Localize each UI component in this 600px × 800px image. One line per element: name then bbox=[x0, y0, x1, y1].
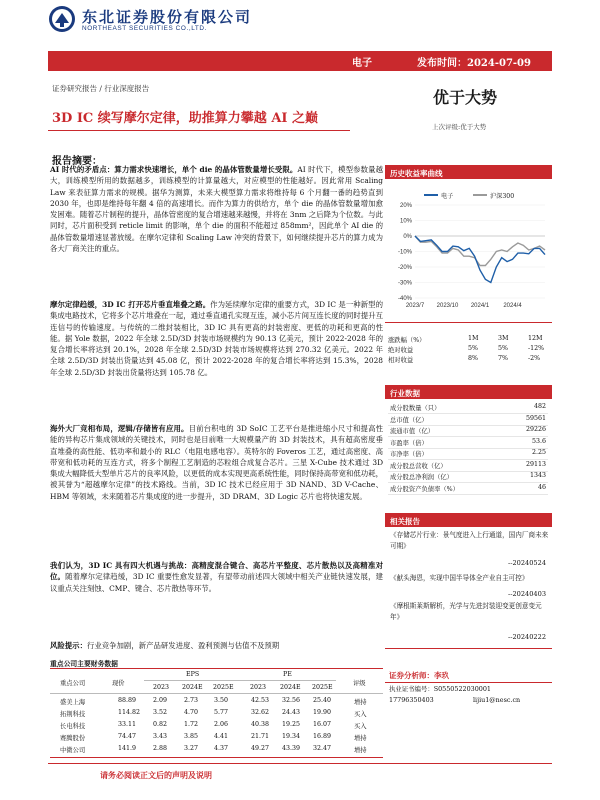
table-cell: 买入 bbox=[354, 711, 367, 718]
table-cell: 3.85 bbox=[184, 733, 199, 740]
related-report-1-date: --20240524 bbox=[508, 559, 547, 567]
related-report-3[interactable]: 《摩根斯莱斯解析，光学与先进封装迎变更创意变元年》 bbox=[390, 602, 542, 621]
table-cell: 16.07 bbox=[313, 721, 332, 728]
y-tick-label: 0% bbox=[403, 234, 412, 240]
analyst-rule bbox=[385, 682, 552, 683]
table-cell: 49.27 bbox=[251, 745, 270, 752]
table-cell: 19.34 bbox=[282, 733, 301, 740]
col-price: 现价 bbox=[112, 680, 125, 687]
table-cell: 2.73 bbox=[184, 697, 199, 704]
related-panel-title: 相关报告 bbox=[390, 517, 420, 526]
table-cell: 增持 bbox=[354, 735, 367, 742]
industry-metric-value: 482 bbox=[533, 403, 546, 410]
earnings-table-bottom-rule bbox=[50, 757, 383, 758]
earnings-table-caption: 重点公司主要财务数据 bbox=[50, 660, 118, 668]
group-eps: EPS bbox=[186, 671, 200, 678]
related-report-2[interactable]: 《献头海恩，实现中国半导体全产业自主可控》 bbox=[390, 574, 529, 582]
series-line-electronics bbox=[415, 236, 545, 283]
paragraph-2-body: 作为延续摩尔定律的重要方式，3D IC 是一种新型的集成电路技术，它将多个芯片堆叠在一起，通过垂直通孔实现互连，减小芯片间互连长度的同时提升互连信号的传输速度。与传统的二维封装相比，3D IC 具有更高的封装密度、更低的功耗和更高的性能。据 Yole 数据，2022 年全球 2.5D/3D 封装市场规模约为 90.13 亿美元，预计 2022-2028 年的复合增长率将达到 20.1%，2028 年全球 2.5D/3D 封装市场规模将达到 270.32 亿美元。2022 年全球 2.5D/3D 封装出货量达到 45.08 亿，预计 2022-2028 年的复合增长率将达到 15.3%，2028 年全球 2.5D/3D 封装出货量将达到 105.78 亿。 bbox=[50, 300, 383, 377]
industry-metric-label: 市净率（倍） bbox=[390, 451, 428, 458]
company-name-cell: 盛美上海 bbox=[60, 699, 86, 706]
industry-metric-label: 成分股资产负债率（%） bbox=[390, 485, 459, 493]
col-company: 重点公司 bbox=[60, 680, 86, 687]
footer-disclaimer: 请务必阅读正文后的声明及说明 bbox=[100, 770, 212, 780]
analyst-heading: 证券分析师：李玖 bbox=[389, 671, 449, 680]
northeast-securities-logo-icon bbox=[48, 5, 76, 33]
perf-header-cell: 3M bbox=[498, 335, 509, 342]
perf-cell: 5% bbox=[468, 345, 478, 352]
table-cell: 5.77 bbox=[214, 709, 229, 716]
related-bottom-rule bbox=[385, 648, 552, 649]
table-cell: 25.40 bbox=[313, 697, 332, 704]
industry-metric-value: 29113 bbox=[525, 460, 546, 468]
paragraph-3-body: 目前台积电的 3D SoIC 工艺平台是推进缩小尺寸和提高性能的异构芯片集成领域的关键技术，同时也是目前唯一大规模量产的 3D 封装技术，具有超高密度垂直堆叠的高性能、低功率和最小的 RLC（电阻电感电容）。英特尔的 Foveros 工艺，通过高密度、高带宽和低功耗的互连方式，将多个制程工艺制造的芯粒组合成复合芯片。三星 X-Cube 技术通过 3D 集成大幅降低大型单片芯片的良率风险，以更低的成本实现更高系统性能，同时保持高带宽和低功耗，被其誉为“超越摩尔定律”的技术路线。当前，3D IC 技术已经应用于 3D NAND、3D V-Cache、HBM 等领域，未来随着芯片集成度的进一步提升，3D DRAM、3D Logic 芯片也将快速发展。 bbox=[50, 424, 384, 501]
table-cell: 114.82 bbox=[118, 709, 141, 716]
summary-paragraph-4 bbox=[50, 560, 383, 594]
perf-header-cell: 12M bbox=[528, 335, 543, 342]
table-cell: 42.53 bbox=[251, 697, 270, 704]
y-tick-label: -10% bbox=[397, 249, 412, 256]
perf-cell: -2% bbox=[528, 355, 541, 362]
table-cell: 1.72 bbox=[184, 721, 199, 728]
legend-label-csi300: 沪深300 bbox=[490, 193, 515, 200]
company-name-cell: 中微公司 bbox=[60, 747, 86, 754]
publish-date: 发布时间：2024-07-09 bbox=[417, 58, 531, 69]
table-cell: 16.89 bbox=[313, 733, 332, 740]
industry-metric-value: 46 bbox=[537, 483, 546, 491]
sector-label: 电子 bbox=[352, 58, 372, 69]
group-divider bbox=[144, 680, 336, 681]
x-tick-label: 2023/7 bbox=[405, 303, 425, 309]
risk-label: 风险提示： bbox=[50, 641, 87, 650]
x-tick-label: 2024/1 bbox=[470, 303, 490, 309]
table-cell: 32.47 bbox=[313, 745, 332, 752]
rating: 优于大势 bbox=[433, 88, 498, 107]
table-cell: 2.06 bbox=[214, 721, 229, 728]
perf-cell: 相对收益 bbox=[388, 357, 414, 364]
year-header: 2025E bbox=[312, 684, 333, 691]
y-tick-label: 20% bbox=[399, 203, 412, 209]
last-rating: 上次评级:优于大势 bbox=[432, 123, 487, 131]
company-name-en: NORTHEAST SECURITIES CO.,LTD. bbox=[82, 25, 207, 32]
table-cell: 24.43 bbox=[282, 709, 301, 716]
breadcrumb: 证券研究报告 / 行业深度报告 bbox=[52, 84, 150, 93]
year-header: 2023 bbox=[250, 684, 267, 691]
related-report-3-date: --20240222 bbox=[508, 633, 547, 641]
table-cell: 3.52 bbox=[153, 709, 168, 716]
risk-note bbox=[50, 641, 383, 651]
table-cell: 增持 bbox=[354, 699, 367, 706]
related-report-2-date: --20240403 bbox=[508, 590, 547, 598]
report-title: 3D IC 续写摩尔定律，助推算力攀越 AI 之巅 bbox=[52, 111, 319, 126]
company-name-cn: 东北证券股份有限公司 bbox=[82, 8, 253, 26]
table-cell: 141.9 bbox=[118, 745, 137, 752]
table-cell: 19.90 bbox=[313, 709, 332, 716]
table-cell: 32.62 bbox=[251, 709, 270, 716]
footer-rule bbox=[48, 763, 552, 764]
table-cell: 2.09 bbox=[153, 697, 168, 704]
industry-metric-value: 1343 bbox=[529, 472, 546, 479]
x-tick-label: 2023/10 bbox=[436, 303, 459, 309]
table-cell: 40.38 bbox=[251, 721, 270, 728]
industry-metric-label: 成分股总净利润（亿） bbox=[390, 474, 453, 481]
industry-metric-label: 总市值（亿） bbox=[390, 416, 428, 424]
related-report-1[interactable]: 《存储芯片行业：景气度进入上行通道，国内厂商未来可期》 bbox=[390, 531, 549, 550]
summary-paragraph-2 bbox=[50, 299, 383, 378]
paragraph-4-lead: 我们认为，3D IC 具有四大机遇与挑战：高精度混合键合、高芯片平整度、芯片散热以及高精准对位。 bbox=[50, 561, 383, 582]
chart-bottom-rule bbox=[385, 322, 552, 323]
table-cell: 2.88 bbox=[153, 745, 168, 752]
table-cell: 4.37 bbox=[214, 745, 229, 752]
y-tick-label: -40% bbox=[397, 296, 412, 302]
return-chart bbox=[385, 180, 552, 320]
table-cell: 3.50 bbox=[214, 697, 229, 704]
table-cell: 43.39 bbox=[282, 745, 301, 752]
company-name-cell: 长电科技 bbox=[60, 723, 86, 730]
table-cell: 增持 bbox=[354, 747, 367, 754]
risk-text: 行业竞争加剧，新产品研发进度、盈利预测与估值不及预期 bbox=[86, 641, 280, 650]
table-cell: 21.71 bbox=[251, 733, 270, 740]
industry-metric-label: 流通市值（亿） bbox=[390, 428, 435, 435]
analyst-license: 执业证书编号：S0550522030001 bbox=[389, 685, 491, 693]
y-tick-label: 10% bbox=[399, 218, 412, 225]
series-line-csi300 bbox=[415, 236, 545, 266]
earnings-table-top-rule bbox=[50, 668, 383, 669]
table-cell: 3.43 bbox=[153, 733, 168, 740]
company-name-cell: 拓荆科技 bbox=[60, 711, 86, 718]
paragraph-1-body: AI 时代下，模型参数量越大，训练模型所用的数据越多，训练模型的计算量越大，对应模型的性能越好。因此常用 Scaling Law 来表征算力需求的规模。据华为测算，未来大模型算力需求将维持每 6 个月翻一番的趋势直到 2030 年，也即是维持每年翻 4 倍的高速增长。而作为算力的供给方，单个 die 的晶体管数量增加愈发困难。随着芯片制程的提升，晶体管密度的复合增速越来越慢，并将在 3nm 之后降为个位数。与此同时，芯片面积受到 reticle limit 的影响，单个 die 的面积不能超过 858mm²，因此单个 AI die 的晶体管数量增速显著放缓。在摩尔定律和 Scaling Law 冲突的背景下，如何继续提升芯片的算力成为各大厂商关注的重点。 bbox=[50, 165, 384, 253]
header-rule bbox=[50, 693, 383, 694]
industry-metric-value: 53.6 bbox=[531, 437, 546, 445]
industry-metric-label: 成分股总营收（亿） bbox=[390, 462, 447, 470]
company-name-cell: 赛腾股份 bbox=[60, 735, 86, 742]
year-header: 2023 bbox=[153, 684, 170, 691]
title-divider bbox=[48, 130, 350, 131]
table-cell: 0.82 bbox=[153, 721, 168, 728]
year-header: 2024E bbox=[182, 684, 203, 691]
y-tick-label: -20% bbox=[397, 265, 412, 271]
industry-metric-value: 29226 bbox=[525, 426, 546, 433]
col-rating: 评级 bbox=[353, 680, 366, 687]
table-cell: 74.47 bbox=[118, 733, 137, 740]
paragraph-2-lead: 摩尔定律趋缓，3D IC 打开芯片垂直堆叠之路。 bbox=[50, 300, 211, 309]
row-divider bbox=[388, 494, 548, 495]
chart-panel-title: 历史收益率曲线 bbox=[390, 169, 443, 178]
perf-cell: -12% bbox=[528, 345, 545, 352]
industry-metric-label: 市盈率（倍） bbox=[390, 439, 428, 447]
perf-cell: 7% bbox=[498, 355, 508, 362]
y-tick-label: -30% bbox=[397, 280, 412, 287]
industry-metric-value: 59561 bbox=[525, 414, 546, 422]
table-cell: 33.11 bbox=[118, 721, 137, 728]
table-cell: 4.41 bbox=[214, 733, 229, 740]
group-pe: PE bbox=[283, 671, 292, 678]
paragraph-1-lead: AI 时代的矛盾点：算力需求快速增长，单个 die 的晶体管数量增长受限。 bbox=[50, 165, 298, 174]
industry-metric-label: 成分股数量（只） bbox=[390, 405, 441, 412]
perf-header-cell: 涨跌幅（%） bbox=[388, 337, 426, 344]
summary-paragraph-1 bbox=[50, 164, 383, 254]
industry-metric-value: 2.25 bbox=[531, 449, 546, 456]
summary-paragraph-3 bbox=[50, 423, 383, 502]
table-cell: 32.56 bbox=[282, 697, 301, 704]
table-cell: 88.89 bbox=[118, 697, 137, 704]
legend-label-electronics: 电子 bbox=[441, 193, 454, 200]
year-header: 2025E bbox=[213, 684, 234, 691]
x-tick-label: 2024/4 bbox=[503, 303, 522, 309]
analyst-phone: 17796350403 bbox=[389, 696, 434, 704]
perf-header-cell: 1M bbox=[468, 335, 479, 342]
analyst-email[interactable]: lijiu1@nesc.cn bbox=[473, 696, 521, 704]
table-cell: 3.27 bbox=[184, 745, 199, 752]
summary-heading: 报告摘要： bbox=[52, 156, 102, 167]
table-cell: 4.70 bbox=[184, 709, 199, 716]
paragraph-3-lead: 海外大厂竞相布局，逻辑/存储皆有应用。 bbox=[50, 424, 189, 433]
perf-cell: 5% bbox=[498, 345, 508, 352]
table-cell: 买入 bbox=[354, 723, 367, 730]
table-cell: 19.25 bbox=[282, 721, 301, 728]
perf-cell: 绝对收益 bbox=[388, 347, 414, 354]
year-header: 2024E bbox=[280, 684, 301, 691]
perf-cell: 8% bbox=[468, 355, 478, 362]
industry-panel-title: 行业数据 bbox=[390, 389, 420, 398]
paragraph-4-body: 随着摩尔定律趋缓，3D IC 重要性愈发显著，有望带动前述四大领域中相关产业链快速发展，建议重点关注刻蚀、CMP、键合、芯片散热等环节。 bbox=[50, 572, 383, 593]
